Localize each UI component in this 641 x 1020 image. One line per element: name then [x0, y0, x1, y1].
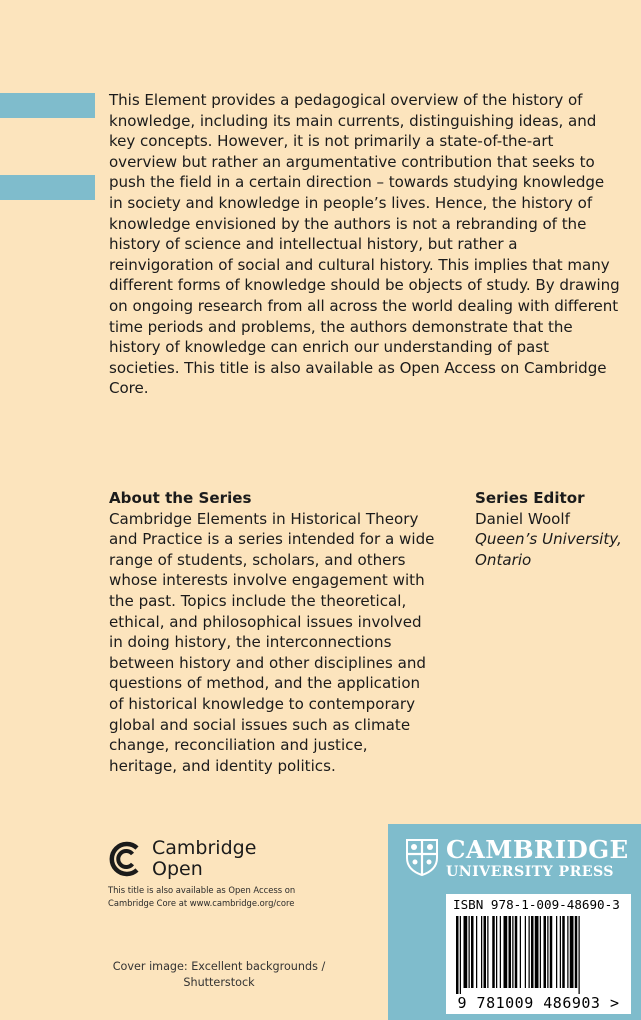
barcode-stripe [460, 916, 461, 994]
barcode-stripe [492, 916, 495, 988]
barcode-stripe [556, 916, 557, 988]
barcode-stripe [535, 916, 539, 988]
cambridge-open-line2: Open [152, 858, 203, 880]
barcode-stripe [529, 916, 530, 988]
isbn-label: ISBN 978-1-009-48690-3 [453, 897, 620, 912]
barcode-stripe [481, 916, 482, 988]
book-description [109, 90, 621, 399]
barcode-stripe [464, 916, 468, 988]
university-crest-icon [405, 838, 439, 876]
barcode-stripe [469, 916, 470, 988]
barcode-stripe [456, 916, 459, 994]
about-series-heading: About the Series [109, 489, 252, 507]
barcode-stripe [562, 916, 565, 988]
description-text: This Element provides a pedagogical overview of the history of knowledge, including its main currents, distinguishing ideas, and key concepts. However, it is not primarily a state-of-the-art overview but rather an argumentative contribution that seeks to push the field in a certain direction – towards studying knowledge in society and knowledge in people’s lives. Hence, the history of knowledge envisioned by the authors is not a rebranding of the history of science and intellectual history, but rather a reinvigoration of social and cultural history. This implies that many different forms of knowledge should be objects of study. By drawing on ongoing research from all across the world dealing with different time periods and problems, the authors demonstrate that the history of knowledge can enrich our understanding of past societies. This title is also available as Open Access on Cambridge Core. [109, 91, 620, 398]
series-editor-heading: Series Editor [475, 489, 585, 507]
barcode-stripe [515, 916, 518, 988]
decorative-bar-middle [0, 175, 95, 200]
barcode-stripe [570, 916, 574, 988]
publisher-panel [388, 824, 641, 1020]
barcode-stripe [531, 916, 534, 988]
cambridge-open-line1: Cambridge [152, 837, 257, 859]
barcode-stripe [487, 916, 488, 988]
barcode-stripe [525, 916, 526, 988]
series-editor-affiliation: Queen’s University, Ontario [475, 530, 622, 569]
publisher-name-line1: CAMBRIDGE [446, 835, 629, 864]
barcode-stripe [476, 916, 477, 988]
cambridge-open-logo [107, 838, 267, 882]
barcode-stripe [509, 916, 512, 988]
about-series-text: Cambridge Elements in Historical Theory and Practice is a series intended for a wide range of students, scholars, and others whose interests involve engagement with the past. Topics include the theoretical, ethical, and philosophical issues involved in doing history, the interconnections between history and other disciplines and questions of method, and the application of historical knowledge to contemporary global and social issues such as climate change, reconciliation and justice, heritage, and identity politics. [109, 509, 435, 775]
barcode-stripe [560, 916, 561, 988]
publisher-name [446, 837, 629, 881]
cover-image-credit: Cover image: Excellent backgrounds / Shutterstock [112, 960, 326, 989]
barcode-stripe [579, 916, 580, 994]
barcode-stripe [575, 916, 578, 988]
barcode-stripe [550, 916, 553, 988]
barcode-digits: 9 781009 486903 > [457, 994, 620, 1012]
barcode-stripe [512, 916, 513, 988]
barcode-stripe [500, 916, 501, 988]
publisher-name-line2: UNIVERSITY PRESS [446, 864, 614, 880]
isbn-barcode [446, 894, 631, 1014]
barcode-stripe [471, 916, 474, 988]
series-editor-name: Daniel Woolf [475, 509, 570, 528]
barcode-stripe [547, 916, 548, 988]
barcode-bars [454, 916, 623, 994]
barcode-stripe [504, 916, 508, 988]
barcode-stripe [544, 916, 547, 988]
cambridge-open-icon [107, 840, 145, 878]
series-editor [475, 488, 625, 570]
open-access-note: This title is also available as Open Access on Cambridge Core at www.cambridge.org/core [108, 885, 296, 908]
barcode-stripe [484, 916, 487, 988]
about-the-series [109, 488, 439, 776]
barcode-stripe [567, 916, 568, 988]
barcode-stripe [496, 916, 497, 988]
barcode-stripe [540, 916, 541, 988]
decorative-bar-top [0, 93, 95, 118]
barcode-stripe [520, 916, 521, 988]
